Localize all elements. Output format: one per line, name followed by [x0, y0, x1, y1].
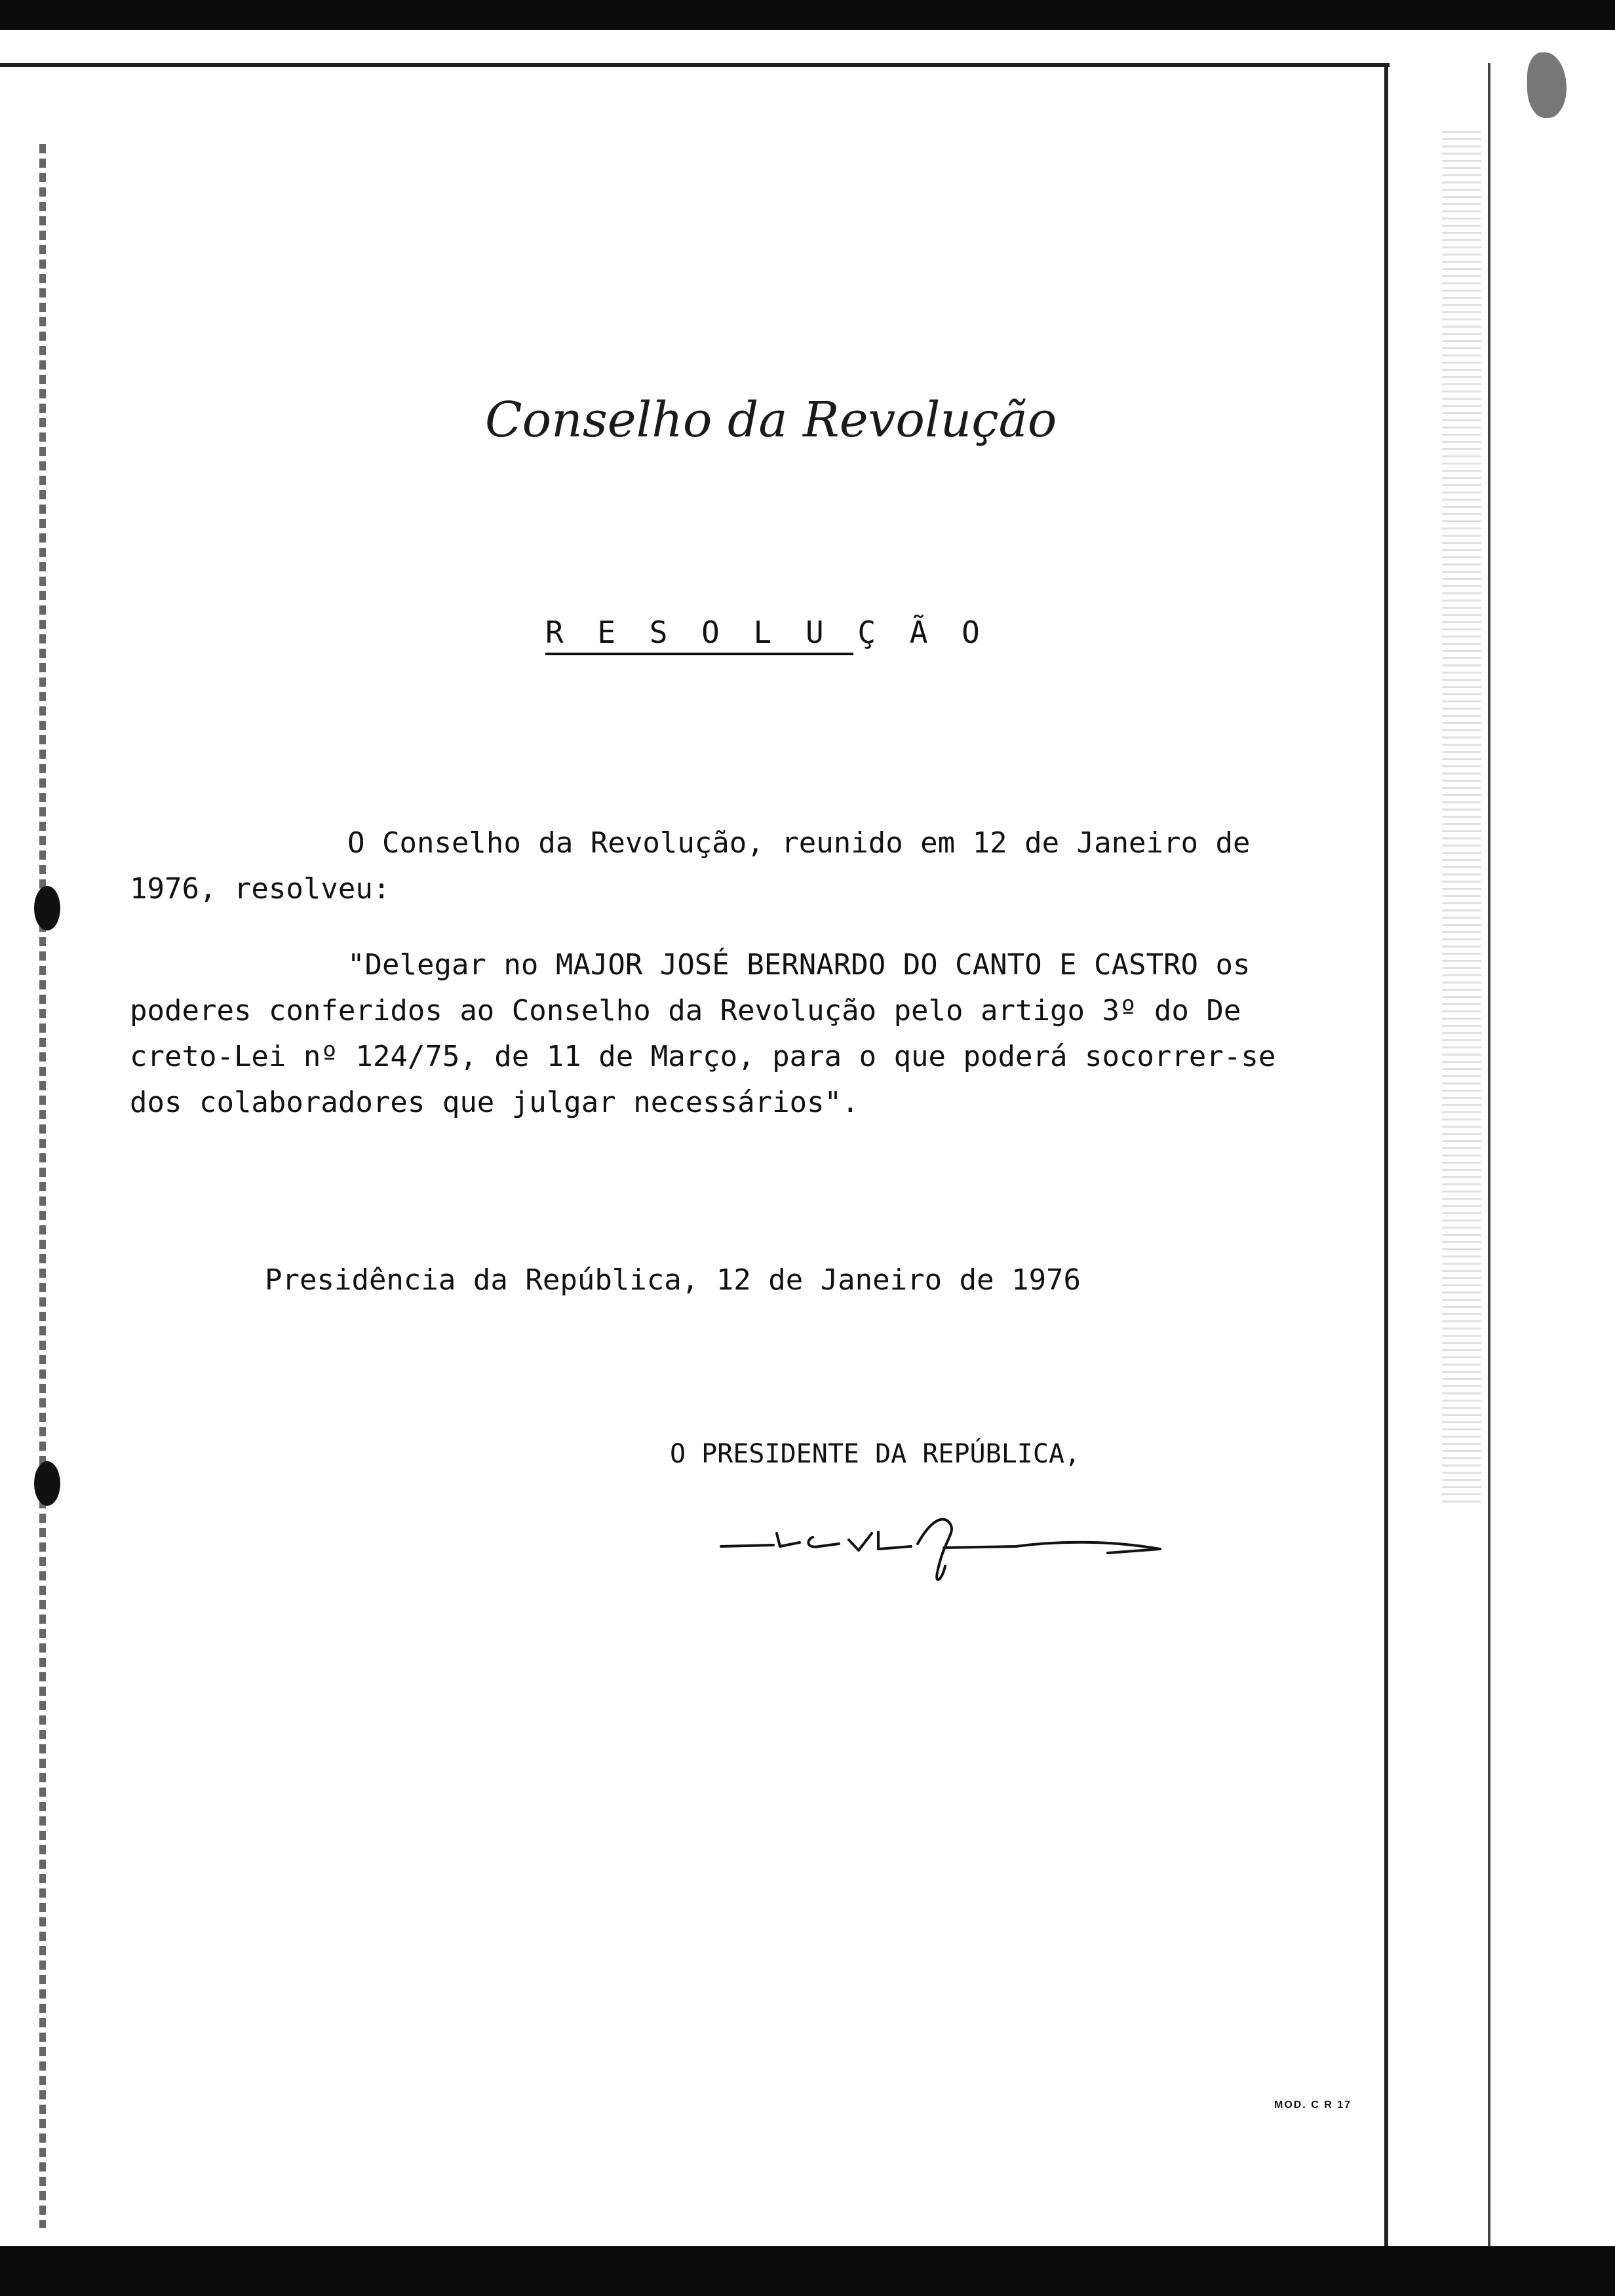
body-line: poderes conferidos ao Conselho da Revolução pelo artigo 3º do De — [130, 994, 1241, 1027]
date-line: Presidência da República, 12 de Janeiro de 1976 — [265, 1263, 1081, 1297]
scan-top-border — [0, 0, 1615, 30]
signatory-title: O PRESIDENTE DA REPÚBLICA, — [670, 1439, 1081, 1469]
body-line: O Conselho da Revolução, reunido em 12 de Janeiro de — [347, 826, 1251, 860]
scan-top-rule — [0, 63, 1390, 67]
body-line: "Delegar no MAJOR JOSÉ BERNARDO DO CANTO E CASTRO os — [347, 948, 1251, 982]
punch-hole-icon — [34, 886, 60, 930]
title-underline — [545, 653, 853, 655]
scan-right-speckle — [1442, 131, 1481, 1507]
signature-icon — [714, 1494, 1167, 1599]
scan-right-rule — [1384, 63, 1388, 2246]
body-line: creto-Lei nº 124/75, de 11 de Março, para o que poderá socorrer-se — [130, 1040, 1276, 1073]
document-title: R E S O L U Ç Ã O — [545, 615, 988, 650]
punch-hole-icon — [34, 1461, 60, 1506]
scan-bottom-border — [0, 2246, 1615, 2296]
form-code: MOD. C R 17 — [1274, 2099, 1352, 2111]
scan-right-edge — [1488, 63, 1490, 2246]
body-line: 1976, resolveu: — [130, 872, 391, 906]
body-line: dos colaboradores que julgar necessários". — [130, 1086, 859, 1119]
scan-corner-mark — [1527, 52, 1566, 118]
scan-left-edge — [39, 144, 46, 2228]
letterhead: Conselho da Revolução — [485, 392, 1057, 448]
